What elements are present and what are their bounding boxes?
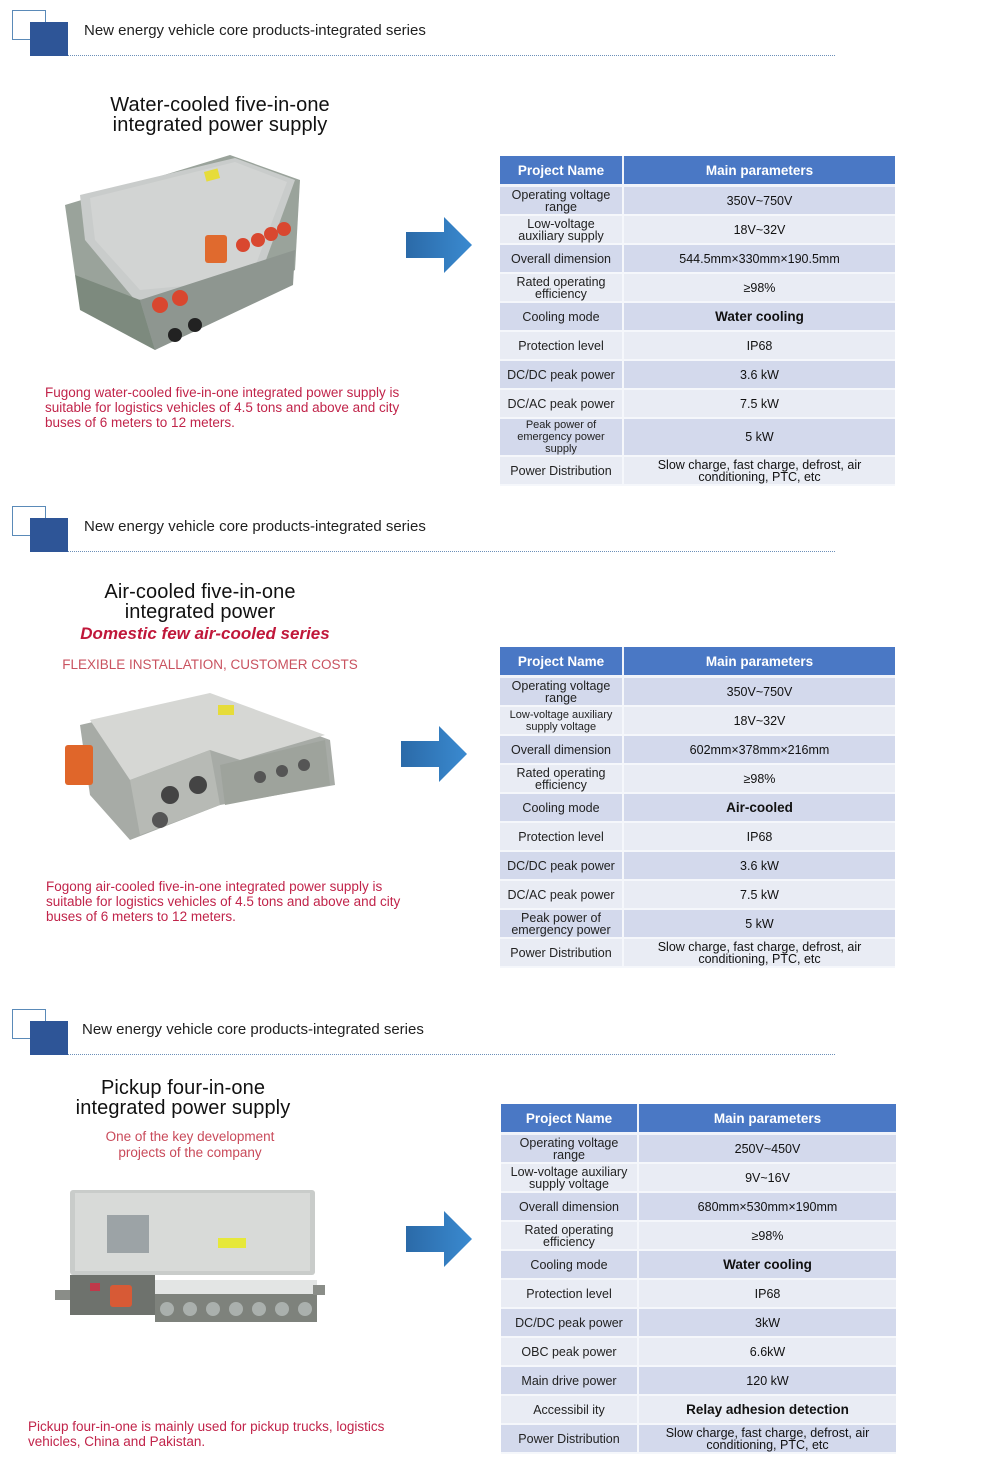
param-name: Low-voltage auxiliary supply voltage bbox=[500, 707, 624, 736]
table-row bbox=[500, 736, 895, 765]
param-value: 3kW bbox=[639, 1309, 896, 1338]
param-value: 544.5mm×330mm×190.5mm bbox=[624, 245, 895, 274]
table-row bbox=[501, 1193, 896, 1222]
param-value: 250V~450V bbox=[639, 1135, 896, 1164]
param-name: Operating voltage range bbox=[501, 1135, 639, 1164]
caption-line-2: projects of the company bbox=[118, 1145, 262, 1160]
param-name: Cooling mode bbox=[500, 303, 624, 332]
param-value: 6.6kW bbox=[639, 1338, 896, 1367]
param-name: Overall dimension bbox=[500, 736, 624, 765]
param-value: 602mm×378mm×216mm bbox=[624, 736, 895, 765]
param-name: DC/DC peak power bbox=[501, 1309, 639, 1338]
param-value: Air-cooled bbox=[624, 794, 895, 823]
param-name: DC/DC peak power bbox=[500, 852, 624, 881]
param-value: Slow charge, fast charge, defrost, air conditioning, PTC, etc bbox=[624, 939, 895, 968]
header-divider bbox=[68, 1054, 835, 1055]
table-row bbox=[501, 1135, 896, 1164]
param-value: 3.6 kW bbox=[624, 852, 895, 881]
param-name: Peak power of emergency power bbox=[500, 910, 624, 939]
product-caption bbox=[60, 1129, 320, 1161]
table-row bbox=[500, 765, 895, 794]
param-name: DC/AC peak power bbox=[500, 881, 624, 910]
param-name: Protection level bbox=[501, 1280, 639, 1309]
param-name: Power Distribution bbox=[500, 457, 624, 486]
param-value: 680mm×530mm×190mm bbox=[639, 1193, 896, 1222]
header-square-fill-icon bbox=[30, 1021, 68, 1055]
table-row bbox=[500, 678, 895, 707]
column-header-project-name: Project Name bbox=[501, 1104, 639, 1135]
param-value: IP68 bbox=[624, 823, 895, 852]
param-value: 9V~16V bbox=[639, 1164, 896, 1193]
product-title-line-2: integrated power bbox=[124, 601, 276, 623]
param-name: Rated operating efficiency bbox=[501, 1222, 639, 1251]
header-divider bbox=[68, 551, 835, 552]
param-name: Power Distribution bbox=[500, 939, 624, 968]
param-name: Overall dimension bbox=[501, 1193, 639, 1222]
product-title-line-1: Pickup four-in-one bbox=[100, 1077, 266, 1099]
param-name: Main drive power bbox=[501, 1367, 639, 1396]
param-name: Operating voltage range bbox=[500, 187, 624, 216]
table-row bbox=[501, 1338, 896, 1367]
param-value: 7.5 kW bbox=[624, 881, 895, 910]
water-cooled-unit-image bbox=[55, 150, 315, 360]
header-divider bbox=[68, 55, 835, 56]
table-row bbox=[500, 457, 895, 486]
product-description: Fugong water-cooled five-in-one integrated power supply is suitable for logistics vehicles of 4.5 tons and above and city buses of 6 meters to 12 meters. bbox=[45, 385, 400, 430]
param-value: Slow charge, fast charge, defrost, air conditioning, PTC, etc bbox=[624, 457, 895, 486]
table-row bbox=[500, 187, 895, 216]
product-title-line-1: Air-cooled five-in-one bbox=[104, 581, 296, 603]
product-title bbox=[60, 582, 340, 622]
param-value: 350V~750V bbox=[624, 187, 895, 216]
parameters-table bbox=[500, 156, 895, 486]
section-header-title: New energy vehicle core products-integrated series bbox=[84, 518, 426, 535]
air-cooled-unit-image bbox=[60, 685, 350, 845]
table-row bbox=[500, 881, 895, 910]
param-value: ≥98% bbox=[624, 274, 895, 303]
param-name: Accessibil ity bbox=[501, 1396, 639, 1425]
table-row bbox=[500, 245, 895, 274]
column-header-project-name: Project Name bbox=[500, 156, 624, 187]
param-value: 3.6 kW bbox=[624, 361, 895, 390]
table-row bbox=[501, 1425, 896, 1454]
column-header-main-parameters: Main parameters bbox=[624, 156, 895, 187]
param-value: Slow charge, fast charge, defrost, air conditioning, PTC, etc bbox=[639, 1425, 896, 1454]
param-name: Power Distribution bbox=[501, 1425, 639, 1454]
section-header-title: New energy vehicle core products-integrated series bbox=[82, 1021, 424, 1038]
table-row bbox=[501, 1251, 896, 1280]
table-row bbox=[501, 1164, 896, 1193]
product-description: Fogong air-cooled five-in-one integrated power supply is suitable for logistics vehicles of 4.5 tons and above and city buses of 6 meters to 12 meters. bbox=[46, 879, 401, 924]
section-header-2 bbox=[0, 500, 840, 550]
parameters-table bbox=[501, 1104, 896, 1454]
table-row bbox=[500, 707, 895, 736]
table-row bbox=[500, 852, 895, 881]
table-row bbox=[500, 303, 895, 332]
table-row bbox=[500, 823, 895, 852]
param-name: Protection level bbox=[500, 332, 624, 361]
param-name: Low-voltage auxiliary supply bbox=[500, 216, 624, 245]
product-title bbox=[80, 95, 360, 135]
table-row bbox=[500, 794, 895, 823]
section-header-1 bbox=[0, 4, 840, 54]
param-value: ≥98% bbox=[624, 765, 895, 794]
table-row bbox=[501, 1222, 896, 1251]
param-name: Cooling mode bbox=[501, 1251, 639, 1280]
param-value: Relay adhesion detection bbox=[639, 1396, 896, 1425]
param-name: Operating voltage range bbox=[500, 678, 624, 707]
table-row bbox=[501, 1396, 896, 1425]
param-value: 18V~32V bbox=[624, 707, 895, 736]
param-value: 5 kW bbox=[624, 910, 895, 939]
section-header-title: New energy vehicle core products-integrated series bbox=[84, 22, 426, 39]
product-title-line-2: integrated power supply bbox=[112, 114, 328, 136]
param-name: Peak power of emergency power supply bbox=[500, 419, 624, 457]
table-row bbox=[500, 274, 895, 303]
param-value: 350V~750V bbox=[624, 678, 895, 707]
table-row bbox=[501, 1367, 896, 1396]
param-value: 120 kW bbox=[639, 1367, 896, 1396]
product-subtitle: Domestic few air-cooled series bbox=[80, 624, 330, 643]
caption-line-1: One of the key development bbox=[105, 1129, 275, 1144]
table-row bbox=[500, 390, 895, 419]
column-header-project-name: Project Name bbox=[500, 647, 624, 678]
arrow-right-icon bbox=[404, 217, 474, 273]
param-value: IP68 bbox=[624, 332, 895, 361]
product-title bbox=[43, 1078, 323, 1118]
param-value: IP68 bbox=[639, 1280, 896, 1309]
arrow-right-icon bbox=[399, 726, 469, 782]
param-name: Rated operating efficiency bbox=[500, 765, 624, 794]
parameters-table bbox=[500, 647, 895, 968]
table-row bbox=[500, 910, 895, 939]
param-name: Overall dimension bbox=[500, 245, 624, 274]
arrow-right-icon bbox=[404, 1211, 474, 1267]
table-row bbox=[500, 216, 895, 245]
section-header-3 bbox=[0, 1003, 840, 1053]
column-header-main-parameters: Main parameters bbox=[639, 1104, 896, 1135]
table-row bbox=[500, 939, 895, 968]
pickup-four-in-one-image bbox=[55, 1185, 325, 1325]
table-row bbox=[500, 361, 895, 390]
product-title-line-2: integrated power supply bbox=[75, 1097, 291, 1119]
param-name: Cooling mode bbox=[500, 794, 624, 823]
param-name: DC/DC peak power bbox=[500, 361, 624, 390]
param-value: ≥98% bbox=[639, 1222, 896, 1251]
param-value: 18V~32V bbox=[624, 216, 895, 245]
param-name: Rated operating efficiency bbox=[500, 274, 624, 303]
param-name: Low-voltage auxiliary supply voltage bbox=[501, 1164, 639, 1193]
header-square-fill-icon bbox=[30, 22, 68, 56]
param-value: Water cooling bbox=[639, 1251, 896, 1280]
product-tagline: FLEXIBLE INSTALLATION, CUSTOMER COSTS bbox=[62, 657, 358, 672]
param-value: Water cooling bbox=[624, 303, 895, 332]
table-row bbox=[501, 1280, 896, 1309]
param-value: 7.5 kW bbox=[624, 390, 895, 419]
param-name: Protection level bbox=[500, 823, 624, 852]
param-value: 5 kW bbox=[624, 419, 895, 457]
param-name: OBC peak power bbox=[501, 1338, 639, 1367]
table-row bbox=[501, 1309, 896, 1338]
product-description: Pickup four-in-one is mainly used for pickup trucks, logistics vehicles, China and Pakistan. bbox=[28, 1419, 385, 1449]
product-title-line-1: Water-cooled five-in-one bbox=[110, 94, 330, 116]
table-row bbox=[500, 332, 895, 361]
table-row bbox=[500, 419, 895, 457]
header-square-fill-icon bbox=[30, 518, 68, 552]
param-name: DC/AC peak power bbox=[500, 390, 624, 419]
column-header-main-parameters: Main parameters bbox=[624, 647, 895, 678]
